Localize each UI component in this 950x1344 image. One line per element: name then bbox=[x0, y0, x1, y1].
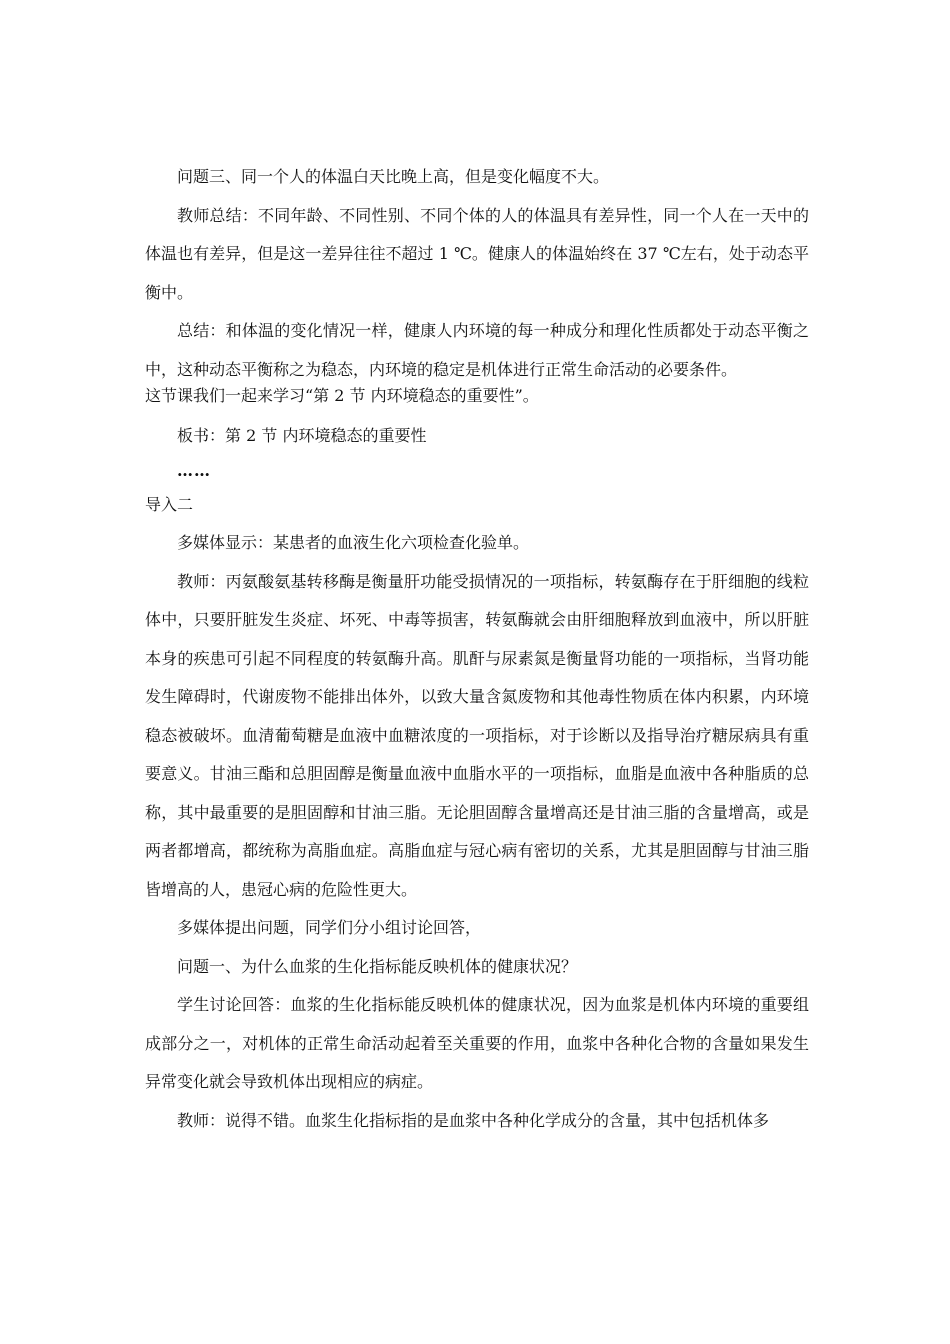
paragraph-teacher-explanation: 教师：丙氨酸氨基转移酶是衡量肝功能受损情况的一项指标，转氨酶存在于肝细胞的线粒体中，只要肝脏发生炎症、坏死、中毒等损害，转氨酶就会由肝细胞释放到血液中，所以肝脏本身的疾患可引起不同程度的转氨酶升高。肌酐与尿素氮是衡量肾功能的一项指标，当肾功能发生障碍时，代谢废物不能排出体外，以致大量含氮废物和其他毒性物质在体内积累，内环境稳态被破坏。血清葡萄糖是血液中血糖浓度的一项指标，对于诊断以及指导治疗糖尿病具有重要意义。甘油三酯和总胆固醇是衡量血液中血脂水平的一项指标，血脂是血液中各种脂质的总称，其中最重要的是胆固醇和甘油三脂。无论胆固醇含量增高还是甘油三脂的含量增高，或是两者都增高，都统称为高脂血症。高脂血症与冠心病有密切的关系，尤其是胆固醇与甘油三脂皆增高的人，患冠心病的危险性更大。 bbox=[145, 571, 809, 899]
paragraph-ellipsis: …… bbox=[177, 460, 211, 480]
paragraph-board-title: 板书：第 2 节 内环境稳态的重要性 bbox=[177, 426, 427, 445]
paragraph-question-one: 问题一、为什么血浆的生化指标能反映机体的健康状况？ bbox=[177, 956, 578, 976]
paragraph-teacher-summary: 教师总结：不同年龄、不同性别、不同个体的人的体温具有差异性，同一个人在一天中的体温也有差异，但是这一差异往往不超过 1 ℃。健康人的体温始终在 37 ℃左右，处于动态平衡中。 bbox=[145, 205, 809, 302]
paragraph-question-three: 问题三、同一个人的体温白天比晚上高，但是变化幅度不大。 bbox=[177, 167, 610, 186]
paragraph-teacher-comment: 教师：说得不错。血浆生化指标指的是血浆中各种化学成分的含量，其中包括机体多 bbox=[177, 1110, 770, 1130]
section-heading-intro-two: 导入二 bbox=[145, 494, 194, 514]
paragraph-student-answer: 学生讨论回答：血浆的生化指标能反映机体的健康状况，因为血浆是机体内环境的重要组成部分之一，对机体的正常生命活动起着至关重要的作用，血浆中各种化合物的含量如果发生异常变化就会导致机体出现相应的病症。 bbox=[145, 995, 809, 1091]
document-body bbox=[145, 158, 809, 1140]
paragraph-lesson-intro: 这节课我们一起来学习“第 2 节 内环境稳态的重要性”。 bbox=[145, 386, 539, 405]
paragraph-multimedia-question: 多媒体提出问题，同学们分小组讨论回答， bbox=[177, 918, 482, 937]
paragraph-multimedia-display: 多媒体显示：某患者的血液生化六项检查化验单。 bbox=[177, 533, 530, 552]
paragraph-summary: 总结：和体温的变化情况一样，健康人内环境的每一种成分和理化性质都处于动态平衡之中，这种动态平衡称之为稳态，内环境的稳定是机体进行正常生命活动的必要条件。 bbox=[145, 321, 809, 379]
